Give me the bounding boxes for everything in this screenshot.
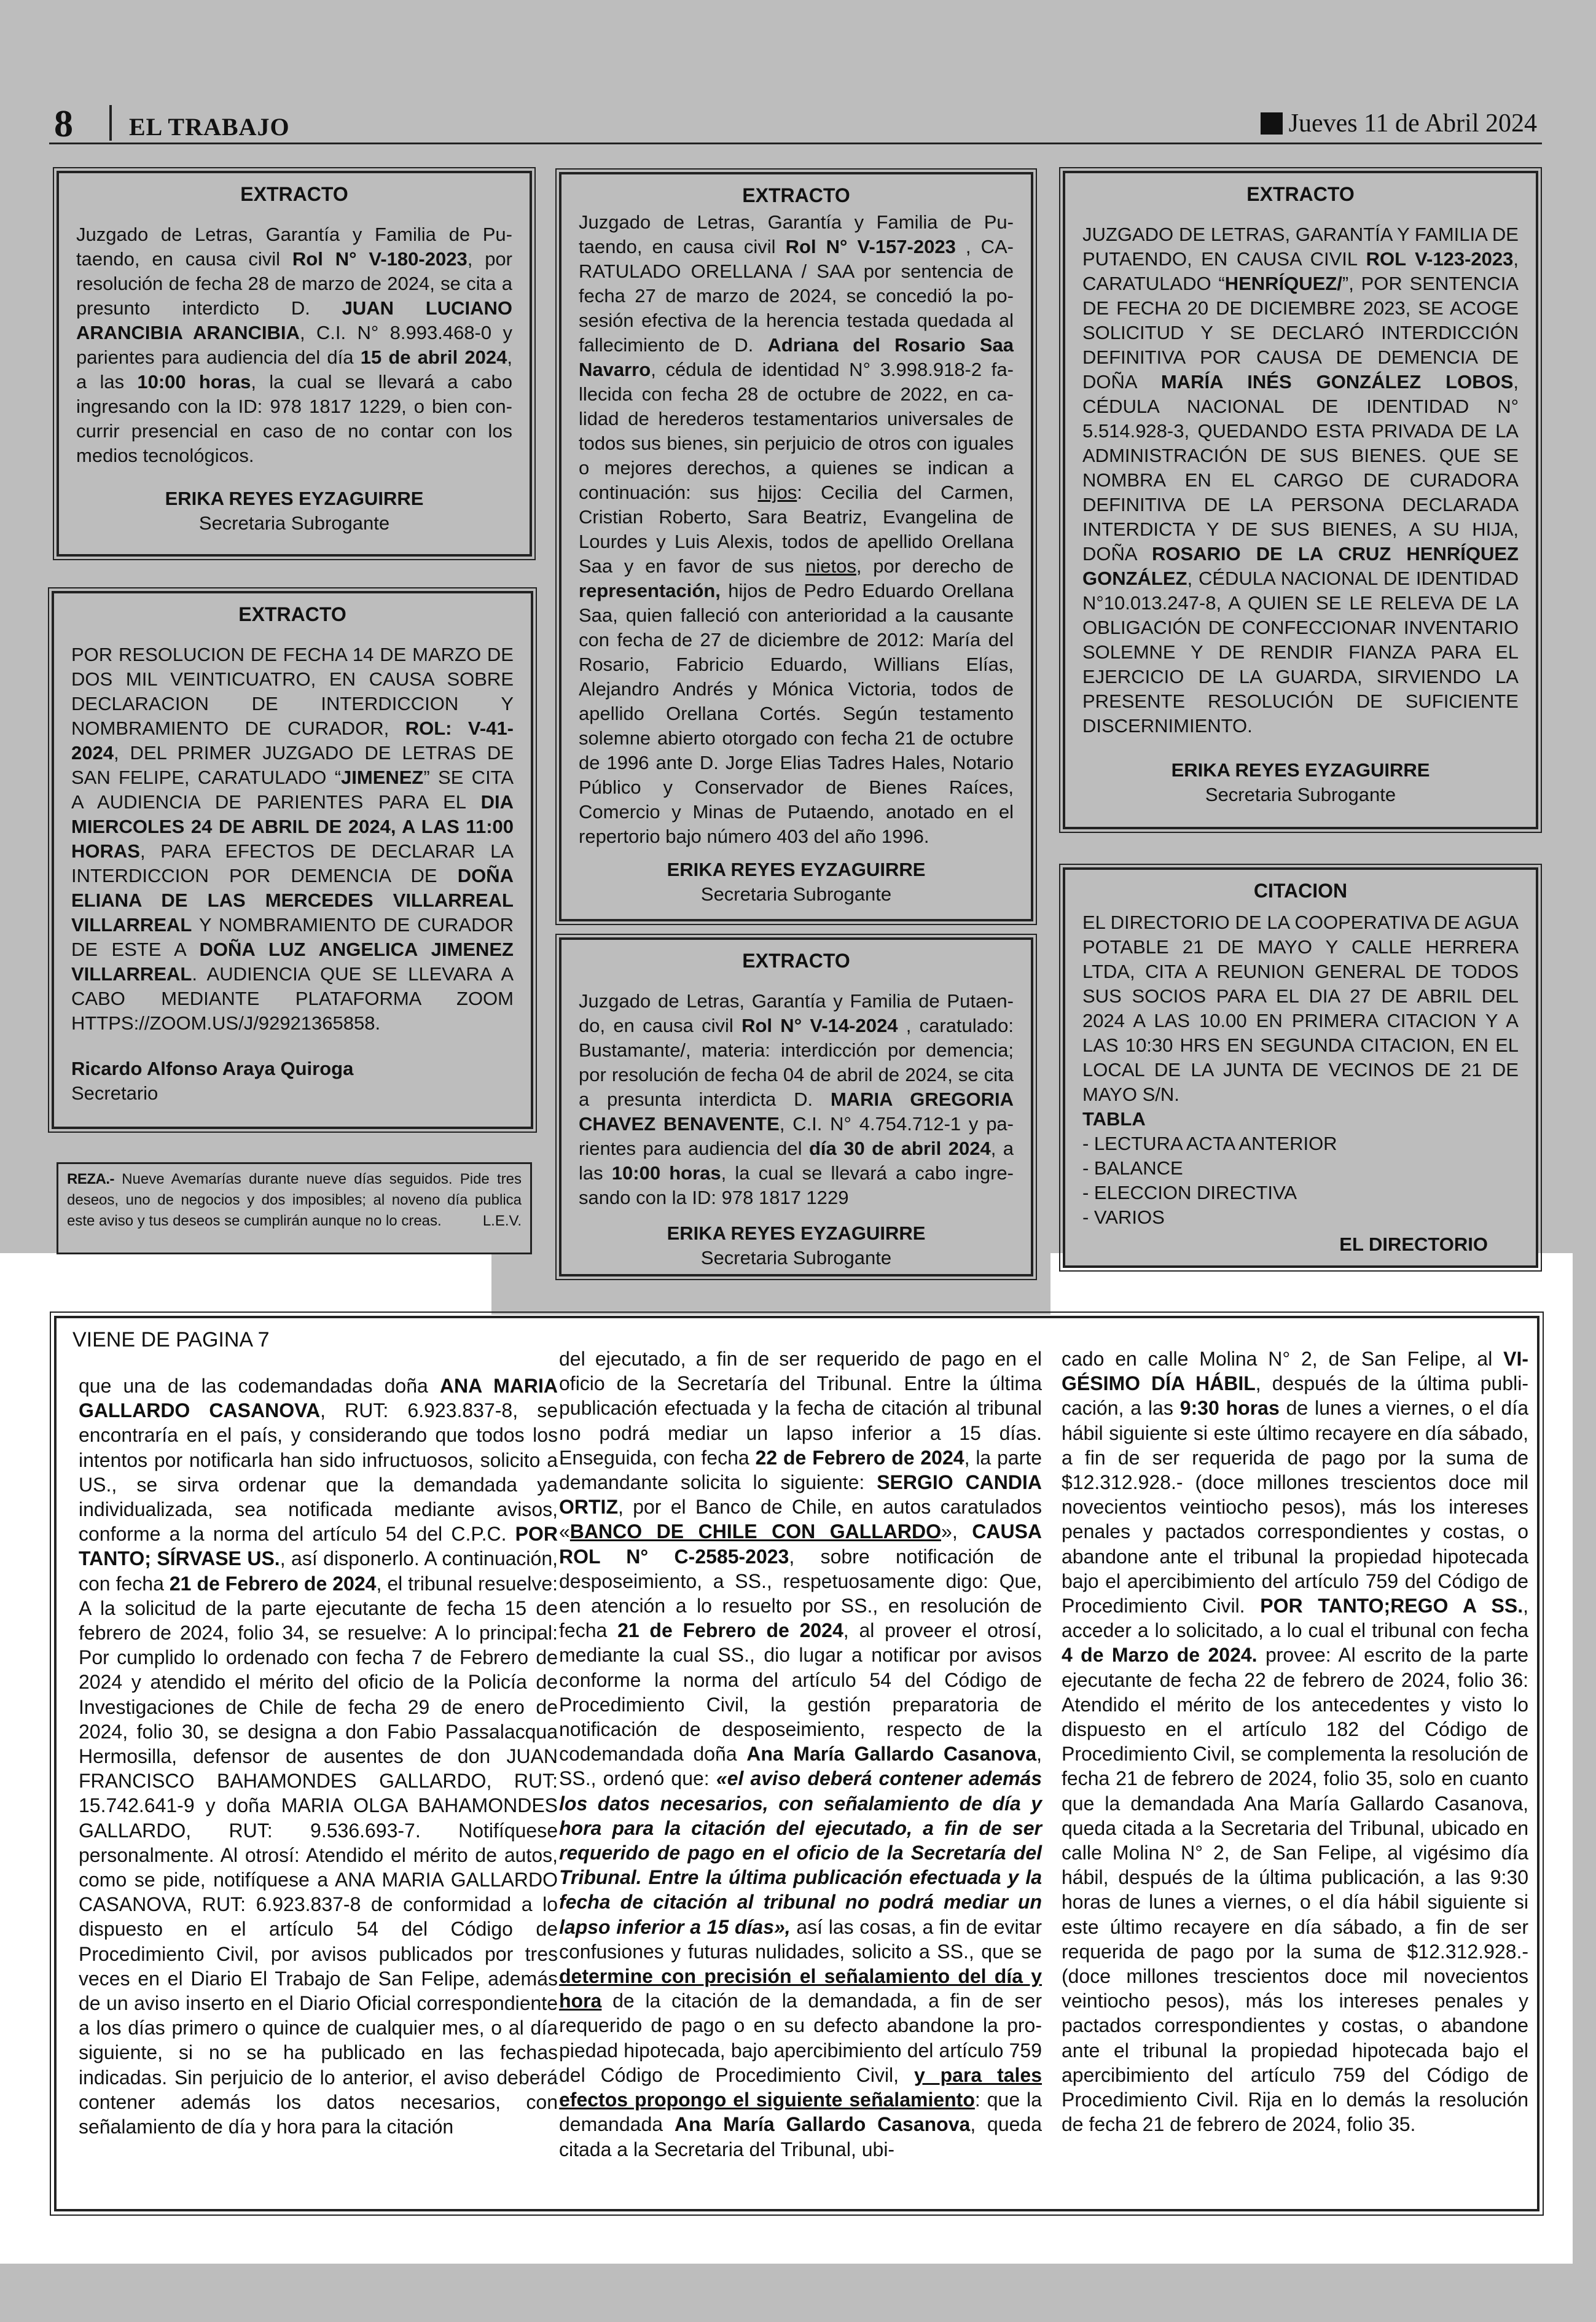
signer-role: Secretaria Subrogante: [198, 512, 390, 534]
notice-citacion: [1063, 867, 1538, 1268]
signer-role: Secretaria Subrogante: [700, 883, 892, 905]
signer-role: Secretaria Subrogante: [1205, 784, 1396, 805]
article-column-2: del ejecutado, a fin de ser requerido de pago en el oficio de la Secretaría del Tribunal. Entre la última publicación efectuada y la fecha de citación al tribunal no podrá mediar un lapso inferior a 15 días. Enseguida, con fecha 22 de Febrero de 2024, la parte demandante solicita lo siguiente: SERGIO CANDIA ORTIZ, por el Banco de Chile, en autos caratulados «BANCO DE CHILE CON GALLARDO», CAUSA ROL N° C-2585-2023, sobre notificación de desposeimiento, a SS., respetuosamente digo: Que, en atención a lo resuelto por SS., en resolución de fecha 21 de Febrero de 2024, al proveer el otrosí, mediante la cual SS., dio lugar a notificar por avisos conforme la norma del artículo 54 del Código de Procedimiento Civil, la gestión preparatoria de notificación de desposeimiento, respecto de la codemandada doña Ana María Gallardo Casanova, SS., ordenó que: «el aviso deberá contener además los datos necesarios, con señalamiento de día y hora para la citación del ejecutado, a fin de ser requerido de pago en el oficio de la Secretaría del Tribunal. Entre la última publicación efectuada y la fecha de citación al tribunal no podrá mediar un lapso inferior a 15 días», así las cosas, a fin de evitar confusiones y futuras nulidades, solicito a SS., que se determine con precisión el señalamiento del día y hora de la citación de la demandada, a fin de ser requerido de pago o en su defecto abandone la propiedad hipotecada, bajo apercibimiento del artículo 759 del Código de Procedimiento Civil, y para tales efectos propongo el siguiente señalamiento: que la demandada Ana María Gallardo Casanova, queda citada a la Secretaria del Tribunal, ubi-: [559, 1348, 1042, 2160]
notice-extracto-3: [559, 172, 1033, 921]
notice-extracto-4: [559, 937, 1033, 1276]
article-column-1: que una de las codemandadas doña ANA MARIA GALLARDO CASANOVA, RUT: 6.923.837-8, se encontraría en el país, y considerando que todos los intentos por notificarla han sido infructuosos, solicito a US., se sirva ordenar que la demandada ya individualizada, sea notificada mediante avisos, conforme a la norma del artículo 54 del C.P.C. POR TANTO; SÍRVASE US., así disponerlo. A continuación, con fecha 21 de Febrero de 2024, el tribunal resuelve: A la solicitud de la parte ejecutante de fecha 15 de febrero de 2024, folio 34, se resuelve: A lo principal: Por cumplido lo ordenado con fecha 7 de Febrero de 2024 y atendido el mérito del oficio de la Policía de Investigaciones de Chile de fecha 29 de enero de 2024, folio 30, se designa a don Fabio Passalacqua Hermosilla, defensor de ausentes de don JUAN FRANCISCO BAHAMONDES GALLARDO, RUT: 15.742.641-9 y doña MARIA OLGA BAHAMONDES GALLARDO, RUT: 9.536.693-7. Notifíquese personalmente. Al otrosí: Atendido el mérito de autos, como se pide, notifíquese a ANA MARIA GALLARDO CASANOVA, RUT: 6.923.837-8 de conformidad a lo dispuesto en el artículo 54 del Código de Procedimiento Civil, por avisos publicados por tres veces en el Diario El Trabajo de San Felipe, además de un aviso inserto en el Diario Oficial correspondiente a los días primero o quince de cualquier mes, o al día siguiente, si no se ha publicado en las fechas indicadas. Sin perjuicio de lo anterior, el aviso deberá contener además los datos necesarios, con señalamiento de día y hora para la citación: [79, 1375, 558, 2138]
list-item: - BALANCE: [1082, 1157, 1183, 1179]
list-item: - VARIOS: [1082, 1206, 1165, 1228]
notice-title: EXTRACTO: [240, 183, 348, 205]
signer-name: ERIKA REYES EYZAGUIRRE: [1171, 759, 1430, 781]
list-item: - LECTURA ACTA ANTERIOR: [1082, 1133, 1337, 1154]
notice-title: EXTRACTO: [238, 603, 346, 625]
newspaper-name: EL TRABAJO: [129, 113, 290, 141]
notice-extracto-1: [57, 171, 532, 557]
signer-role: Secretario: [71, 1082, 158, 1104]
signer-name: ERIKA REYES EYZAGUIRRE: [165, 488, 424, 509]
article-column-3: cado en calle Molina N° 2, de San Felipe, al VIGÉSIMO DÍA HÁBIL, después de la última publicación, a las 9:30 horas de lunes a viernes, o el día hábil siguiente si este último recayere en día sábado, a fin de ser requerida de pago por la suma de $12.312.928.- (doce millones trescientos doce mil novecientos veintiocho pesos), más los intereses penales y pactados correspondientes y costas, o abandone ante el tribunal la propiedad hipotecada bajo el apercibimiento del artículo 759 del Código de Procedimiento Civil. POR TANTO;REGO A SS., acceder a lo solicitado, a lo cual el tribunal con fecha 4 de Marzo de 2024. provee: Al escrito de la parte ejecutante de fecha 22 de febrero de 2024, folio 36: Atendido el mérito de los antecedentes y visto lo dispuesto en el artículo 182 del Código de Procedimiento Civil, se complementa la resolución de fecha 21 de febrero de 2024, folio 35, solo en cuanto que la demandada Ana María Gallardo Casanova, queda citada a la Secretaria del Tribunal, ubicado en calle Molina N° 2, de San Felipe, al vigésimo día hábil, después de la última publicación, a las 9:30 horas de lunes a viernes, o el día hábil siguiente si este último recayere en día sábado, a fin de ser requerida de pago por la suma de $12.312.928.- (doce millones trescientos doce mil novecientos veintiocho pesos), más los intereses penales y pactados correspondientes y costas, o abandone ante el tribunal la propiedad hipotecada bajo el apercibimiento del artículo 759 del Código de Procedimiento Civil. Rija en lo demás la resolución de fecha 21 de febrero de 2024, folio 35.: [1062, 1348, 1529, 2136]
tabla-list: [1082, 1132, 1519, 1230]
reza-label: REZA.-: [67, 1171, 114, 1187]
tabla-label: TABLA: [1082, 1108, 1146, 1130]
notice-body: Juzgado de Letras, Garantía y Familia de Putaendo, en causa civil Rol N° V-180-2023, por resolución de fecha 28 de marzo de 2024, se cita a presunto interdicto D. JUAN LUCIANO ARANCIBIA ARANCIBIA, C.I. N° 8.993.468-0 y parientes para audiencia del día 15 de abril 2024, a las 10:00 horas, la cual se llevará a cabo ingresando con la ID: 978 1817 1229, o bien concurrir presencial en caso de no contar con los medios tecnológicos.: [76, 224, 512, 466]
notice-body: JUZGADO DE LETRAS, GARANTÍA Y FAMILIA DE PUTAENDO, EN CAUSA CIVIL ROL V-123-2023, CARATULADO “HENRÍQUEZ/”, POR SENTENCIA DE FECHA 20 DE DICIEMBRE 2023, SE ACOGE SOLICITUD Y SE DECLARÓ INTERDICCIÓN DEFINITIVA POR CAUSA DE DEMENCIA DE DOÑA MARÍA INÉS GONZÁLEZ LOBOS, CÉDULA NACIONAL DE IDENTIDAD N° 5.514.928-3, QUEDANDO ESTA PRIVADA DE LA ADMINISTRACIÓN DE SUS BIENES. QUE SE NOMBRA EN EL CARGO DE CURADORA DEFINITIVA DE LA PERSONA DECLARADA INTERDICTA Y DE SUS BIENES, A SU HIJA, DOÑA ROSARIO DE LA CRUZ HENRÍQUEZ GONZÁLEZ, CÉDULA NACIONAL DE IDENTIDAD N°10.013.247-8, A QUIEN SE LE RELEVA DE LA OBLIGACIÓN DE CONFECCIONAR INVENTARIO SOLEMNE Y DE RENDIR FIANZA PARA EL EJERCICIO DE LA GUARDA, SIRVIENDO LA PRESENTE RESOLUCIÓN DE SUFICIENTE DISCERNIMIENTO.: [1082, 224, 1519, 737]
list-item: - ELECCION DIRECTIVA: [1082, 1182, 1297, 1203]
signer-name: ERIKA REYES EYZAGUIRRE: [667, 859, 926, 880]
signer-name: ERIKA REYES EYZAGUIRRE: [667, 1222, 926, 1244]
notice-body: EL DIRECTORIO DE LA COOPERATIVA DE AGUA POTABLE 21 DE MAYO Y CALLE HERRERA LTDA, CITA A REUNION GENERAL DE TODOS SUS SOCIOS PARA EL DIA 27 DE ABRIL DEL 2024 A LAS 10.00 EN PRIMERA CITACION Y A LAS 10:30 HRS EN SEGUNDA CITACION, EN EL LOCAL DE LA JUNTA DE VECINOS DE 21 DE MAYO S/N.: [1082, 912, 1519, 1105]
signer-role: Secretaria Subrogante: [700, 1247, 892, 1268]
reza-notice: [57, 1162, 532, 1254]
notice-title: CITACION: [1253, 880, 1348, 902]
notice-extracto-2: [52, 591, 533, 1129]
continued-article: [54, 1316, 1539, 2211]
issue-date: [1261, 109, 1537, 138]
page-number: 8: [54, 103, 73, 145]
notice-title: EXTRACTO: [742, 950, 850, 972]
signer-name: EL DIRECTORIO: [1339, 1233, 1488, 1255]
notice-body: Juzgado de Letras, Garantía y Familia de Putaendo, en causa civil Rol N° V-157-2023 , CARATULADO ORELLANA / SAA por sentencia de fecha 27 de marzo de 2024, se concedió la posesión efectiva de la herencia testada quedada al fallecimiento de D. Adriana del Rosario Saa Navarro, cédula de identidad N° 3.998.918-2 fallecida con fecha 28 de octubre de 2022, en calidad de herederos testamentarios universales de todos sus bienes, sin perjuicio de otros con iguales o mejores derechos, a quienes se indican a continuación: sus hijos: Cecilia del Carmen, Cristian Roberto, Sara Beatriz, Evangelina de Lourdes y Luis Alexis, todos de apellido Orellana Saa y en favor de sus nietos, por derecho de representación, hijos de Pedro Eduardo Orellana Saa, quien falleció con anterioridad a la causante con fecha de 27 de diciembre de 2012: María del Rosario, Fabricio Eduardo, Willians Elías, Alejandro Andrés y Mónica Victoria, todos de apellido Orellana Cortés. Según testamento solemne abierto otorgado con fecha 21 de octubre de 1996 ante D. Jorge Elias Tadres Hales, Notario Público y Conservador de Bienes Raíces, Comercio y Minas de Putaendo, anotado en el repertorio bajo número 403 del año 1996.: [579, 211, 1014, 847]
notice-title: EXTRACTO: [1246, 183, 1355, 205]
signer-name: Ricardo Alfonso Araya Quiroga: [71, 1058, 354, 1079]
header-divider: [109, 105, 112, 141]
notice-title: EXTRACTO: [742, 184, 850, 206]
continued-from-label: VIENE DE PAGINA 7: [72, 1328, 270, 1351]
notice-body: Juzgado de Letras, Garantía y Familia de Putaendo, en causa civil Rol N° V-14-2024 , caratulado: Bustamante/, materia: interdicción por demencia; por resolución de fecha 04 de abril de 2024, se cita a presunta interdicta D. MARIA GREGORIA CHAVEZ BENAVENTE, C.I. N° 4.754.712-1 y parientes para audiencia del día 30 de abril 2024, a las 10:00 horas, la cual se llevará a cabo ingresando con la ID: 978 1817 1229: [579, 990, 1014, 1208]
page-header: [49, 101, 1542, 144]
notice-extracto-5: [1063, 171, 1538, 829]
reza-initials: L.E.V.: [482, 1213, 522, 1229]
notice-body: POR RESOLUCION DE FECHA 14 DE MARZO DE DOS MIL VEINTICUATRO, EN CAUSA SOBRE DECLARACION DE INTERDICCION Y NOMBRAMIENTO DE CURADOR, ROL: V-41-2024, DEL PRIMER JUZGADO DE LETRAS DE SAN FELIPE, CARATULADO “JIMENEZ” SE CITA A AUDIENCIA DE PARIENTES PARA EL DIA MIERCOLES 24 DE ABRIL DE 2024, A LAS 11:00 HORAS, PARA EFECTOS DE DECLARAR LA INTERDICCION POR DEMENCIA DE DOÑA ELIANA DE LAS MERCEDES VILLARREAL VILLARREAL Y NOMBRAMIENTO DE CURADOR DE ESTE A DOÑA LUZ ANGELICA JIMENEZ VILLARREAL. AUDIENCIA QUE SE LLEVARA A CABO MEDIANTE PLATAFORMA ZOOM HTTPS://ZOOM.US/J/92921365858.: [71, 644, 514, 1034]
reza-text: Nueve Avemarías durante nueve días seguidos. Pide tres deseos, uno de negocios y dos imposibles; al noveno día publica este aviso y tus deseos se cumplirán aunque no lo creas.: [67, 1171, 522, 1229]
square-bullet-icon: [1261, 112, 1283, 135]
issue-date-text: Jueves 11 de Abril 2024: [1288, 109, 1537, 138]
